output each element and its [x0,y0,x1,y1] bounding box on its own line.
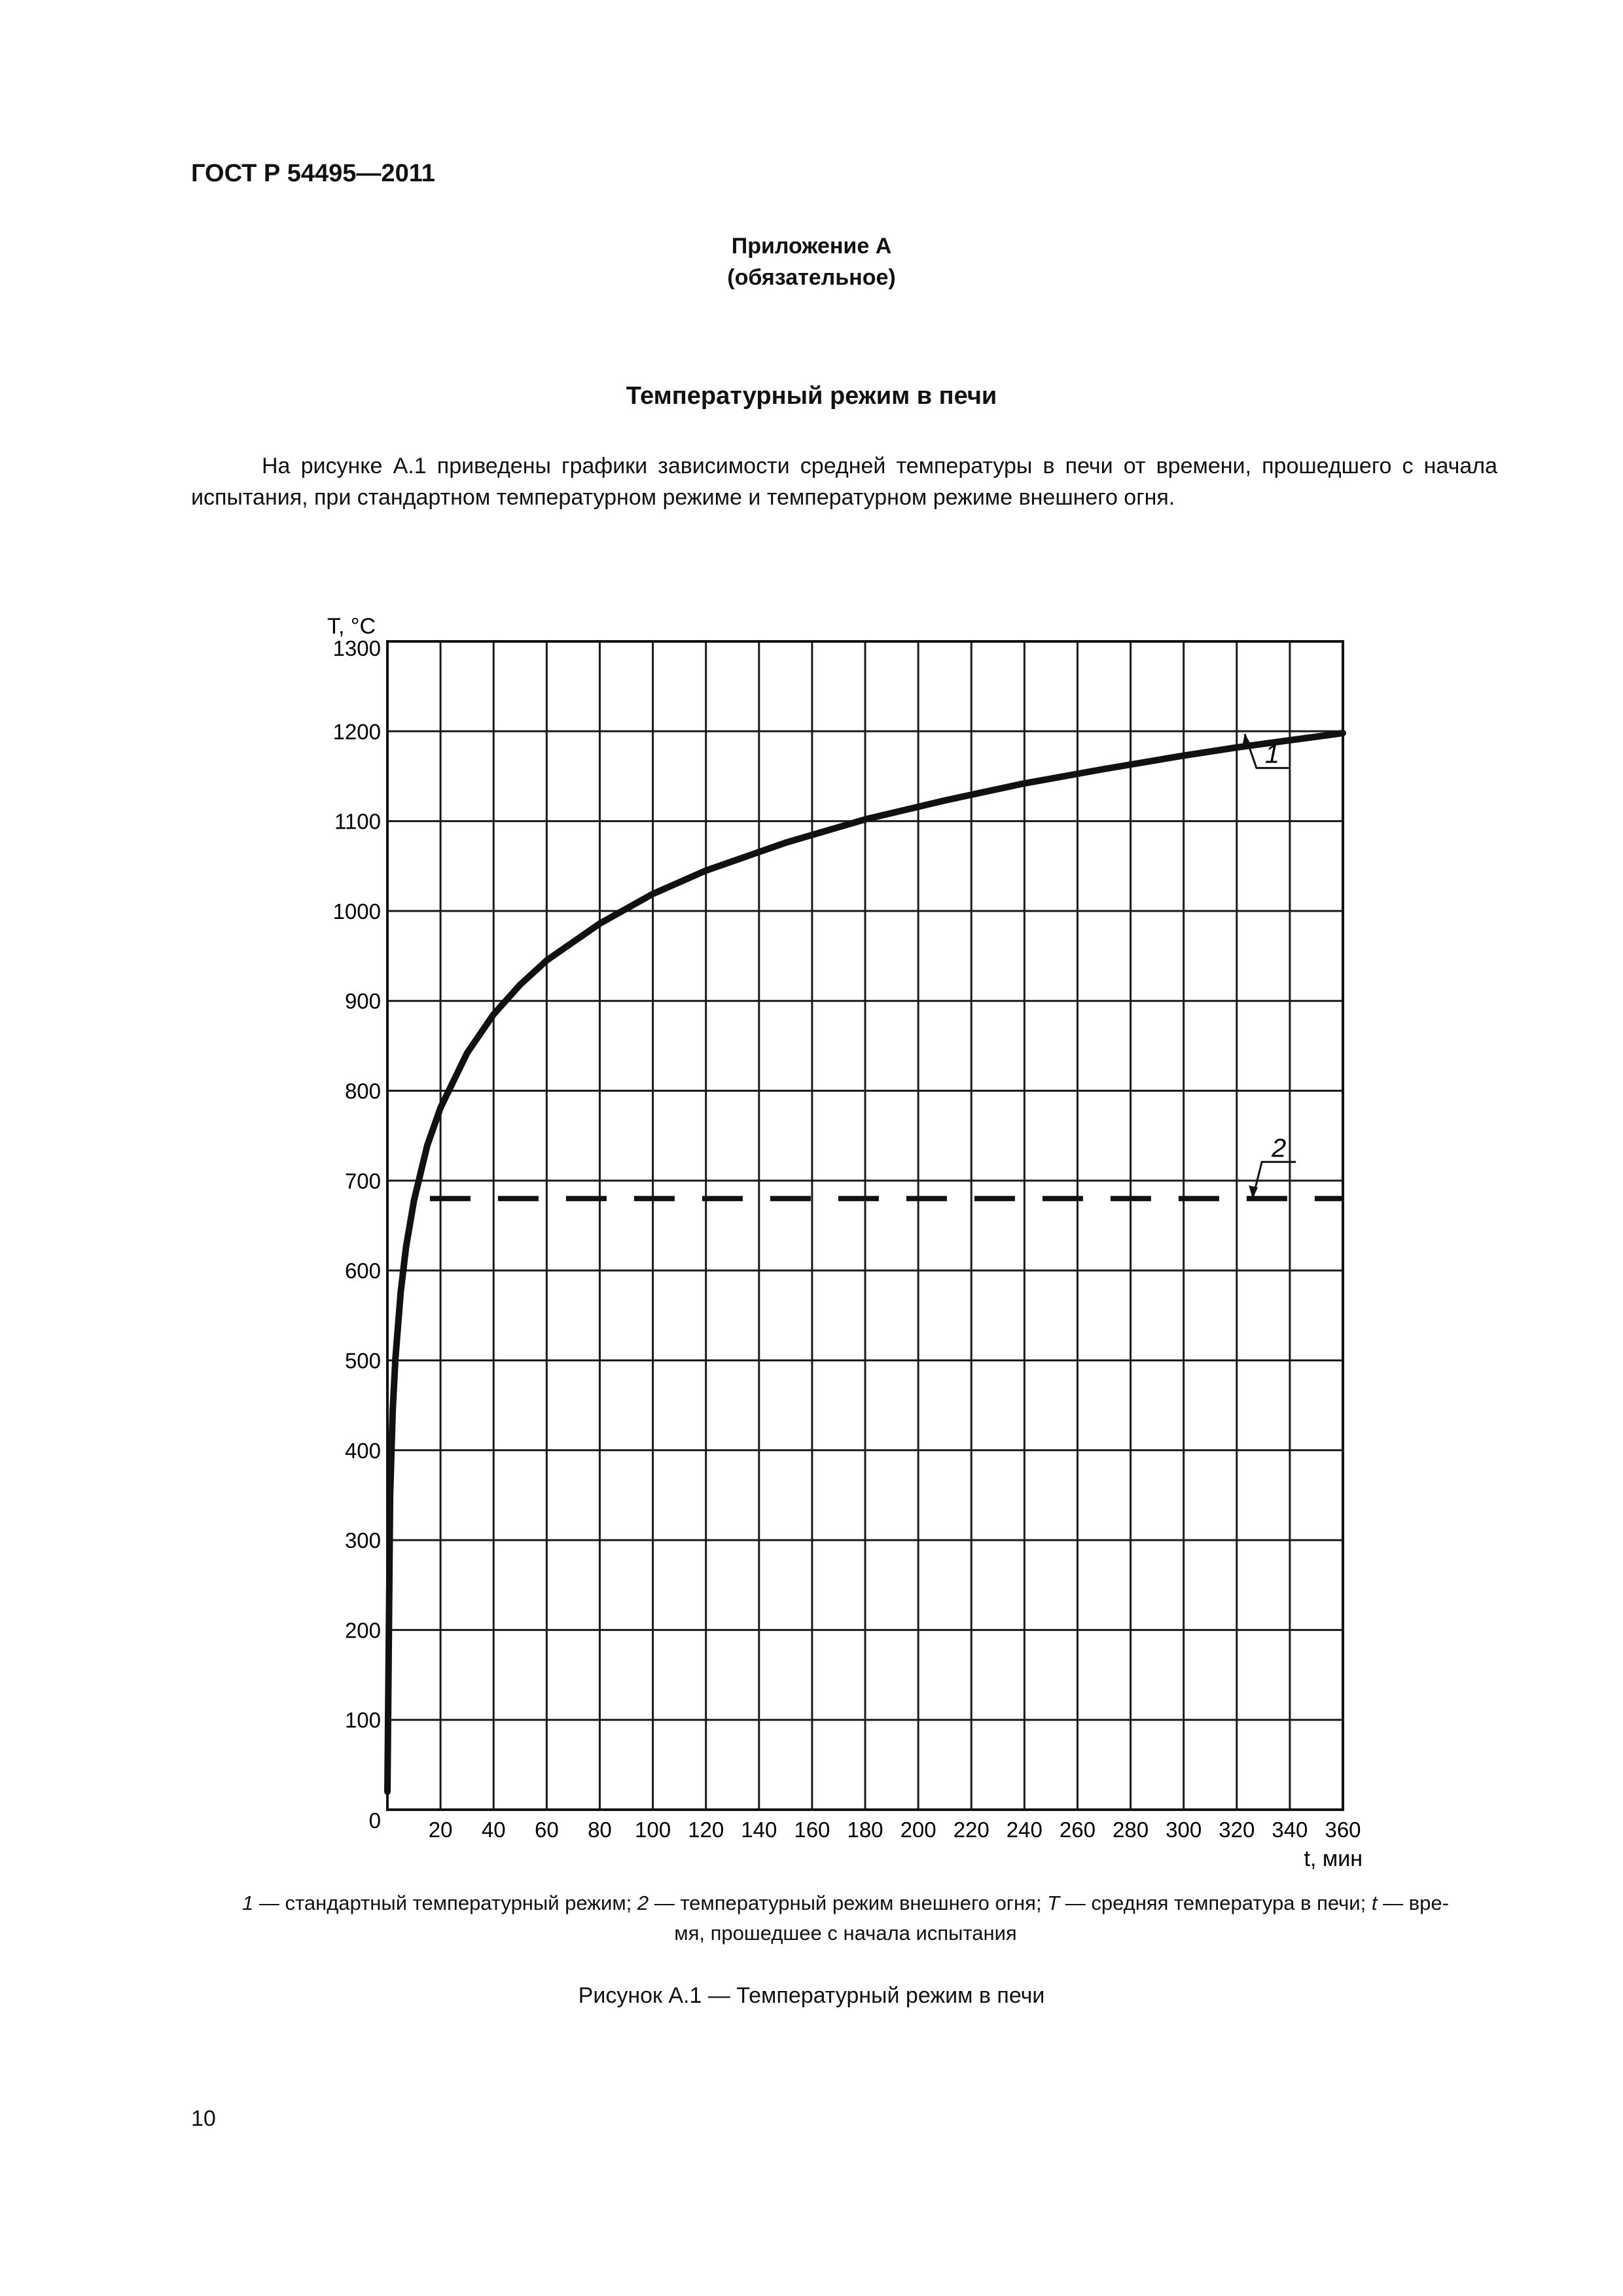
x-tick-label: 80 [588,1818,612,1842]
figure-caption: Рисунок А.1 — Температурный режим в печи [578,1983,1045,2008]
y-tick-label: 800 [344,1079,381,1103]
y-tick-label: 900 [344,989,381,1014]
y-tick-label: 1000 [332,899,381,924]
legend-line-2: мя, прошедшее с начала испытания [674,1922,1017,1945]
series-1-label: 1 [1264,740,1280,769]
legend-T-symbol: T [1047,1892,1060,1914]
y-tick-label: 200 [344,1618,381,1643]
x-tick-label: 260 [1059,1818,1096,1842]
y-tick-label: 300 [344,1528,381,1553]
x-tick-label: 220 [953,1818,990,1842]
legend-series-2-number: 2 [637,1892,649,1914]
y-tick-label: 500 [344,1348,381,1373]
x-tick-label: 320 [1219,1818,1255,1842]
appendix-status: (обязательное) [727,265,896,290]
x-tick-label: 180 [847,1818,883,1842]
appendix-title: Приложение А [731,234,892,259]
x-tick-label: 20 [428,1818,453,1842]
legend-t-text: — вре- [1377,1892,1449,1914]
legend-t-symbol: t [1371,1892,1378,1914]
y-tick-label: 1300 [332,636,381,660]
x-tick-label: 120 [688,1818,724,1842]
x-tick-label: 60 [534,1818,559,1842]
y-tick-label: 1200 [332,719,381,744]
x-tick-label: 100 [635,1818,671,1842]
x-tick-label: 200 [900,1818,936,1842]
legend-series-1-number: 1 [242,1892,254,1914]
x-tick-label: 240 [1006,1818,1043,1842]
document-code: ГОСТ Р 54495—2011 [191,160,435,187]
x-tick-label: 140 [741,1818,777,1842]
y-tick-label: 100 [344,1708,381,1732]
y-tick-label: 700 [344,1168,381,1193]
y-tick-label: 1100 [334,809,381,834]
x-tick-label: 280 [1113,1818,1149,1842]
x-tick-label: 160 [794,1818,830,1842]
x-tick-label: 300 [1166,1818,1202,1842]
x-tick-label: 340 [1272,1818,1308,1842]
legend-line-1 [191,1888,1500,1918]
legend-series-2-text: — температурный режим внешнего огня; [649,1892,1048,1914]
y-tick-label: 600 [344,1259,381,1283]
x-tick-label: 40 [481,1818,506,1842]
x-tick-label: 360 [1325,1818,1361,1842]
y-axis-label: T, °C [327,614,376,639]
intro-paragraph: На рисунке А.1 приведены графики зависимости средней температуры в печи от времени, прошедшего с начала испытания, при стандартном температурном режиме и температурном режиме внешнего огня. [191,454,1497,510]
page-number: 10 [191,2106,216,2131]
y-tick-label: 0 [368,1808,381,1833]
y-tick-label: 400 [344,1438,381,1463]
series-2-label: 2 [1271,1134,1287,1163]
legend-T-text: — средняя температура в печи; [1060,1892,1372,1914]
x-axis-label: t, мин [1304,1846,1363,1871]
figure-legend [191,1888,1500,1948]
legend-series-1-text: — стандартный температурный режим; [253,1892,637,1914]
section-title: Температурный режим в печи [626,382,997,410]
